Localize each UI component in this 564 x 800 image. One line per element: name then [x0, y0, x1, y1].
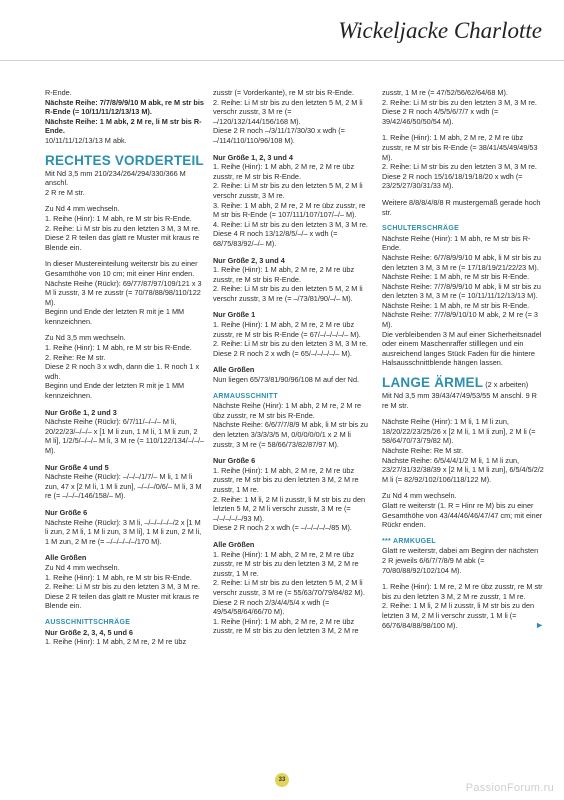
paragraph: Nur Größe 1, 2, 3 und 4 1. Reihe (Hinr): 1 M abh, 2 M re, 2 M re übz zusstr, re M str bis R-Ende. 2. Reihe: Li M str bis zu den letzten 5 M, 2 M li verschr zusstr, 3 M re. 3. Reihe: 1 M abh, 2 M re, 2 M re übz zusstr, re M str bis R-Ende (= 107/111/107/107/–/– M). 4. Reihe: Li M str bis zu den letzten 3 M, 3 M re. Diese 4 R noch 13/12/8/5/–/– x wdh (= 68/75/83/92/–/– M).	[213, 152, 368, 248]
paragraph: 1. Reihe (Hinr): 1 M re, 2 M re übz zusstr, re M str bis zu den letzten 3 M, 2 M re zusstr, 1 M re. 2. Reihe: 1 M li, 2 M li zusstr, li M str bis zu den letzten 3 M, 2 M li verschr zusstr, 1 M li (= 66/76/84/88/98/100 M). ►	[382, 582, 544, 630]
section-note: (2 x arbeiten)	[485, 380, 529, 390]
continue-arrow-icon: ►	[535, 619, 544, 630]
paragraph: Alle Größen Nun liegen 65/73/81/90/96/108 M auf der Nd.	[213, 365, 360, 385]
paragraph: Nächste Reihe (Hinr): 1 M abh, re M str bis R-Ende. Nächste Reihe: 6/7/8/9/9/10 M abk, li M str bis zu den letzten 3 M, 3 M re (= 17/18/19/21/22/23 M). Nächste Reihe: 1 M abh, re M str bis R-Ende. Nächste Reihe: 7/7/8/9/9/10 M abk, li M str bis zu den letzten 3 M, 3 M re (= 10/11/11/12/13/13 M). Nächste Reihe: 1 M abh, re M str bis R-Ende. Nächste Reihe: 7/7/8/9/10/10 M abk, 2 M re (= 3 M). Die verbleibenden 3 M auf einer Sicherheitsnadel oder einem Maschenraffer stilllegen und ein ausreichend langes Stück Faden für die hintere Halsausschnittblende hängen lassen.	[382, 233, 542, 368]
paragraph: Nächste Reihe (Hinr): 1 M abh, 2 M re, 2 M re übz zusstr, re M str bis R-Ende. Nächste Reihe: 6/6/7/7/8/9 M abk, li M str bis zu den letzten 3/3/3/3/5 M, 0/0/0/0/0/1 x 2 M li zusstr, 3 M re (= 58/66/73/82/87/97 M).	[213, 401, 368, 449]
paragraph: Zu Nd 4 mm wechseln. Glatt re weiterstr (1. R = Hinr re M) bis zu einer Gesamthöhe von 43/44/46/46/47/47 cm; mit einer Rückr enden.	[382, 491, 543, 530]
paragraph: Nur Größe 4 und 5 Nächste Reihe (Rückr): –/–/–/1/7/– M li, 1 M li zun, 47 x [2 M li, 1 M li zun], –/–/–/0/6/– M li, 3 M re (= –/–/–/146/158/– M).	[45, 462, 202, 501]
paragraph: Nur Größe 1, 2 und 3 Nächste Reihe (Rückr): 6/7/11/–/–/– M li, 20/22/23/–/–/– x [1 M li zun, 1 M li, 1 M li zun, 2 M li], 1/2/5/–/–/– M li, 3 M re (= 110/122/134/–/–/– M).	[45, 407, 205, 455]
subsection-heading: ARMAUSSCHNITT	[213, 392, 278, 400]
paragraph: zusstr, 1 M re (= 47/52/56/62/64/68 M). 2. Reihe: Li M str bis zu den letzten 3 M, 3 M re. Diese 2 R noch 4/5/5/6/7/7 x wdh (= 39/42/46/50/50/54 M).	[382, 88, 537, 126]
section-heading: RECHTES VORDERTEIL	[45, 152, 204, 168]
subsection-heading: SCHULTERSCHRÄGE	[382, 225, 460, 233]
page-title: Wickeljacke Charlotte	[338, 18, 542, 43]
paragraph: Zu Nd 4 mm wechseln. 1. Reihe (Hinr): 1 M abh, re M str bis R-Ende. 2. Reihe: Li M str bis zu den letzten 3 M, 3 M re. Diese 2 R teilen das glatt re Muster mit kraus re Blende ein.	[45, 204, 200, 252]
paragraph: Nur Größe 2, 3, 4, 5 und 6 1. Reihe (Hinr): 1 M abh, 2 M re, 2 M re übz	[45, 627, 187, 647]
text-column-1	[45, 88, 205, 654]
paragraph: Nur Größe 1 1. Reihe (Hinr): 1 M abh, 2 M re, 2 M re übz zusstr, re M str bis R-Ende (= 67/–/–/–/–/– M). 2. Reihe: Li M str bis zu den letzten 3 M, 3 M re. Diese 2 R noch 2 x wdh (= 65/–/–/–/–/– M).	[213, 310, 368, 358]
paragraph: Weitere 8/8/8/4/8/8 R mustergemäß gerade hoch str.	[382, 197, 541, 217]
subsection-heading: *** ARMKUGEL	[382, 537, 436, 545]
paragraph: Alle Größen Zu Nd 4 mm wechseln. 1. Reihe (Hinr): 1 M abh, re M str bis R-Ende. 2. Reihe: Li M str bis zu den letzten 3 M, 3 M re. Diese 2 R teilen das glatt re Muster mit kraus re Blende ein.	[45, 553, 200, 611]
paragraph: Nur Größe 2, 3 und 4 1. Reihe (Hinr): 1 M abh, 2 M re, 2 M re übz zusstr, re M str bis R-Ende. 2. Reihe: Li M str bis zu den letzten 5 M, 2 M li verschr zusstr, 3 M re (= –/73/81/90/–/– M).	[213, 255, 363, 303]
section-heading-row	[382, 375, 544, 391]
paragraph: R-Ende. Nächste Reihe: 7/7/8/9/9/10 M abk, re M str bis R-Ende (= 10/11/11/12/13/13 M). Nächste Reihe: 1 M abk, 2 M re, li M str bis R-Ende. 10/11/11/12/13/13 M abk.	[45, 88, 204, 145]
paragraph: Mit Nd 3,5 mm 210/234/264/294/330/366 M anschl. 2 R re M str.	[45, 168, 186, 197]
watermark: PassionForum.ru	[465, 782, 554, 794]
paragraph: 1. Reihe (Hinr): 1 M abh, 2 M re, 2 M re übz zusstr, re M str bis R-Ende (= 38/41/45/49/49/53 M). 2. Reihe: Li M str bis zu den letzten 3 M, 3 M re. Diese 2 R noch 15/16/18/19/18/20 x wdh (= 23/25/27/30/31/33 M).	[382, 133, 538, 191]
paragraph: Mit Nd 3,5 mm 39/43/47/49/53/55 M anschl. 9 R re M str.	[382, 391, 537, 410]
paragraph: Nur Größe 6 Nächste Reihe (Rückr): 3 M li, –/–/–/–/–/2 x [1 M li zun, 2 M li, 1 M li zun, 3 M li], 1 M li zun, 2 M li, 1 M zun, 2 M re (= –/–/–/–/–/170 M).	[45, 507, 202, 546]
section-heading: LANGE ÄRMEL	[382, 375, 484, 391]
paragraph: Alle Größen 1. Reihe (Hinr): 1 M abh, 2 M re, 2 M re übz zusstr, re M str bis zu den letzten 3 M, 2 M re zusstr, 1 M re. 2. Reihe: Li M str bis zu den letzten 5 M, 2 M li verschr zusstr, 3 M re (= 55/63/70/79/84/82 M). Diese 2 R noch 2/3/4/4/5/4 x wdh (= 49/54/58/64/66/70 M). 1. Reihe (Hinr): 1 M abh, 2 M re, 2 M re übz zusstr, re M str bis zu den letzten 3 M, 2 M re	[213, 539, 365, 636]
text-column-3	[382, 88, 544, 637]
paragraph: Zu Nd 3,5 mm wechseln. 1. Reihe (Hinr): 1 M abh, re M str bis R-Ende. 2. Reihe: Re M str. Diese 2 R noch 3 x wdh, dann die 1. R noch 1 x wdh. Beginn und Ende der letzten R mit je 1 MM kennzeichnen.	[45, 333, 200, 401]
paragraph: zusstr (= Vorderkante), re M str bis R-Ende. 2. Reihe: Li M str bis zu den letzten 5 M, 2 M li verschr zusstr, 3 M re (= –/120/132/144/156/168 M). Diese 2 R noch –/3/11/17/30/30 x wdh (= –/114/110/110/96/108 M).	[213, 88, 363, 145]
paragraph: In dieser Mustereinteilung weiterstr bis zu einer Gesamthöhe von 10 cm; mit einer Hinr enden. Nächste Reihe (Rückr): 69/77/87/97/109/121 x 3 M li zusstr, 3 M re zusstr (= 70/78/88/98/110/122 M). Beginn und Ende der letzten R mit je 1 MM kennzeichnen.	[45, 259, 202, 326]
paragraph: Nächste Reihe (Hinr): 1 M li, 1 M li zun, 18/20/22/23/25/26 x [2 M li, 1 M li zun], 2 M li (= 58/64/70/73/79/82 M). Nächste Reihe: Re M str. Nächste Reihe: 6/5/4/4/1/2 M li, 1 M li zun, 23/27/31/32/38/39 x [2 M li, 1 M li zun], 6/5/4/5/2/2 M li (= 82/92/102/106/118/122 M).	[382, 417, 544, 484]
text-column-2	[213, 88, 368, 643]
header-divider	[0, 60, 564, 61]
paragraph: Glatt re weiterstr, dabei am Beginn der nächsten 2 R jeweils 6/6/7/7/8/9 M abk (= 70/80/88/92/102/104 M).	[382, 546, 539, 575]
page-number: 33	[275, 773, 289, 787]
paragraph: Nur Größe 6 1. Reihe (Hinr): 1 M abh, 2 M re, 2 M re übz zusstr, re M str bis zu den letzten 3 M, 2 M re zusstr, 1 M re. 2. Reihe: 1 M li, 2 M li zusstr, li M str bis zu den letzten 5 M, 2 M li verschr zusstr, 3 M re (= –/–/–/–/–/93 M). Diese 2 R noch 2 x wdh (= –/–/–/–/–/85 M).	[213, 456, 366, 533]
subsection-heading: AUSSCHNITTSCHRÄGE	[45, 618, 131, 626]
